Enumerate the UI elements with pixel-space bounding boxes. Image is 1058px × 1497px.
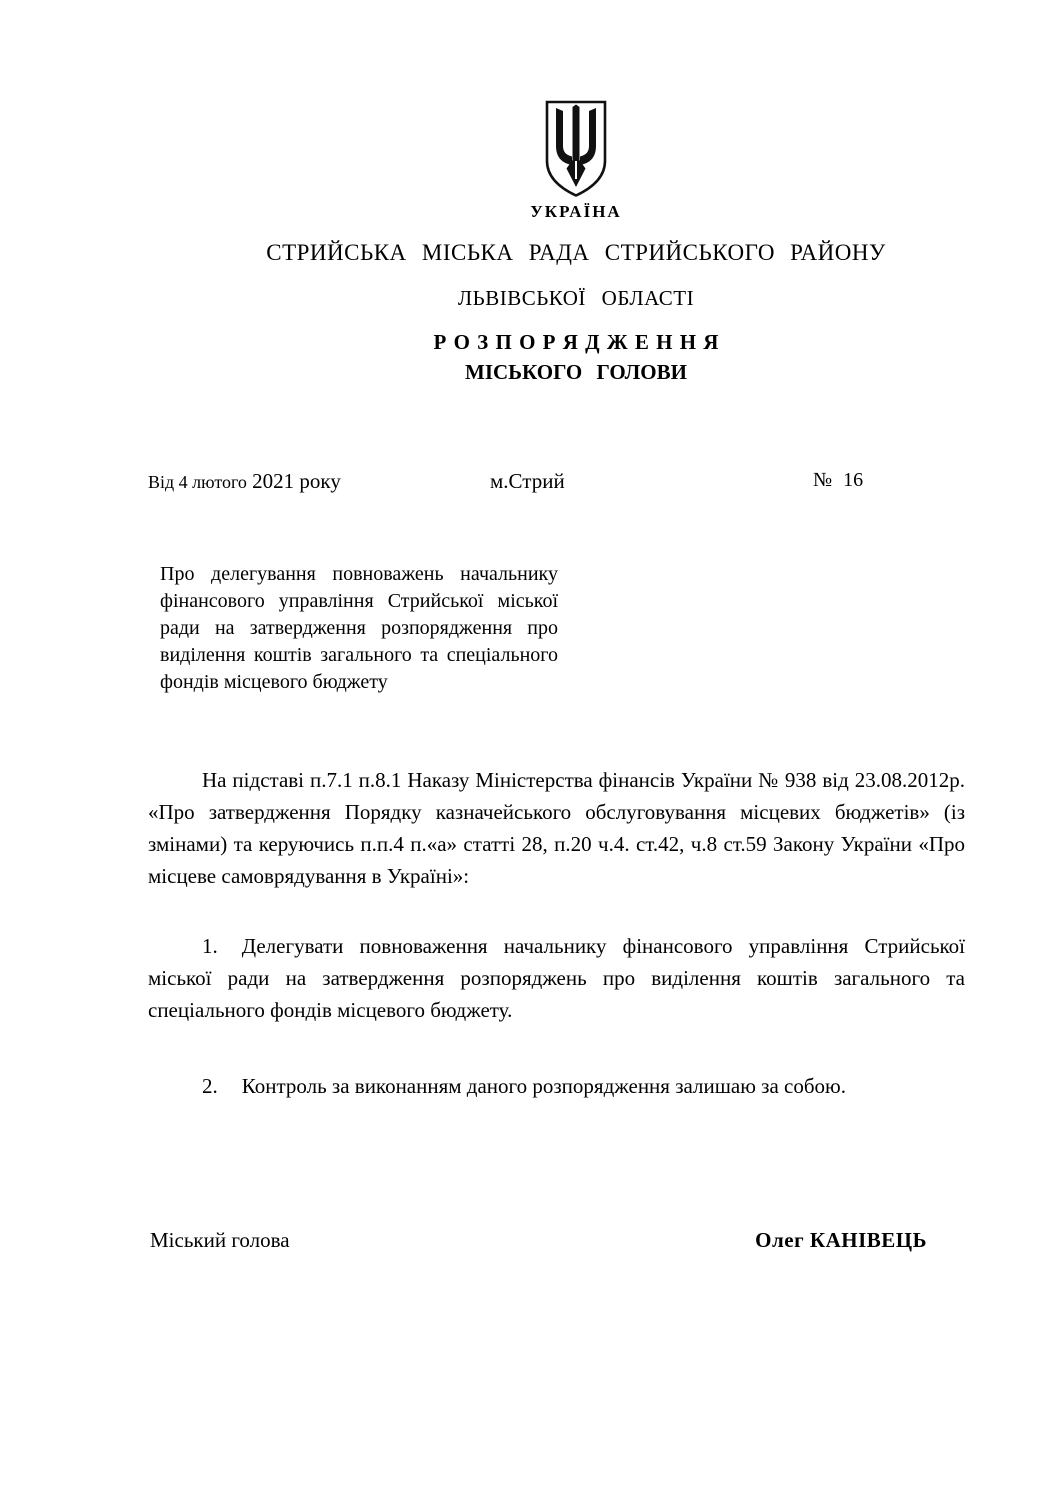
date-year: 2021 року [252, 469, 341, 493]
council-name: СТРИЙСЬКА МІСЬКА РАДА СТРИЙСЬКОГО РАЙОНУ [266, 240, 886, 265]
signature-row [0, 1228, 1058, 1260]
oblast-name: ЛЬВІВСЬКОЇ ОБЛАСТІ [457, 286, 695, 310]
document-date [148, 469, 341, 494]
signer-name: Олег КАНІВЕЦЬ [755, 1228, 927, 1252]
document-subject: Про делегування повноважень начальнику фінансового управління Стрийської міської ради на затвердження розпорядження про виділення коштів загального та спеціального фондів місцевого бюджету [160, 563, 558, 693]
document-number: № 16 [813, 469, 864, 491]
date-row [0, 469, 1058, 499]
document-type-line2: МІСЬКОГО ГОЛОВИ [465, 360, 687, 384]
item-1-number: 1. [202, 934, 218, 958]
country-label: УКРАЇНА [530, 202, 622, 221]
document-type-line1: Р О З П О Р Я Д Ж Е Н Н Я [433, 330, 719, 354]
document-place: м.Стрий [490, 469, 565, 493]
preamble-paragraph: На підставі п.7.1 п.8.1 Наказу Міністерства фінансів України № 938 від 23.08.2012р. «Про затвердження Порядку казначейського обслуговування місцевих бюджетів» (із змінами) та керуючись п.п.4 п.«а» статті 28, п.20 ч.4. ст.42, ч.8 ст.59 Закону України «Про місцеве самоврядування в Україні»: [148, 768, 965, 888]
ukraine-trident-coat-of-arms-icon [543, 98, 609, 200]
order-item-2 [148, 1070, 965, 1102]
order-item-1 [148, 930, 965, 1026]
document-header [94, 98, 1058, 385]
item-2-text: Контроль за виконанням даного розпорядження залишаю за собою. [241, 1074, 846, 1098]
date-prefix: Від 4 лютого [148, 472, 247, 492]
item-1-text: Делегувати повноваження начальнику фінансового управління Стрийської міської ради на затвердження розпоряджень про виділення коштів загального та спеціального фондів місцевого бюджету. [148, 934, 965, 1022]
signer-title: Міський голова [150, 1228, 290, 1252]
item-2-number: 2. [202, 1074, 218, 1098]
